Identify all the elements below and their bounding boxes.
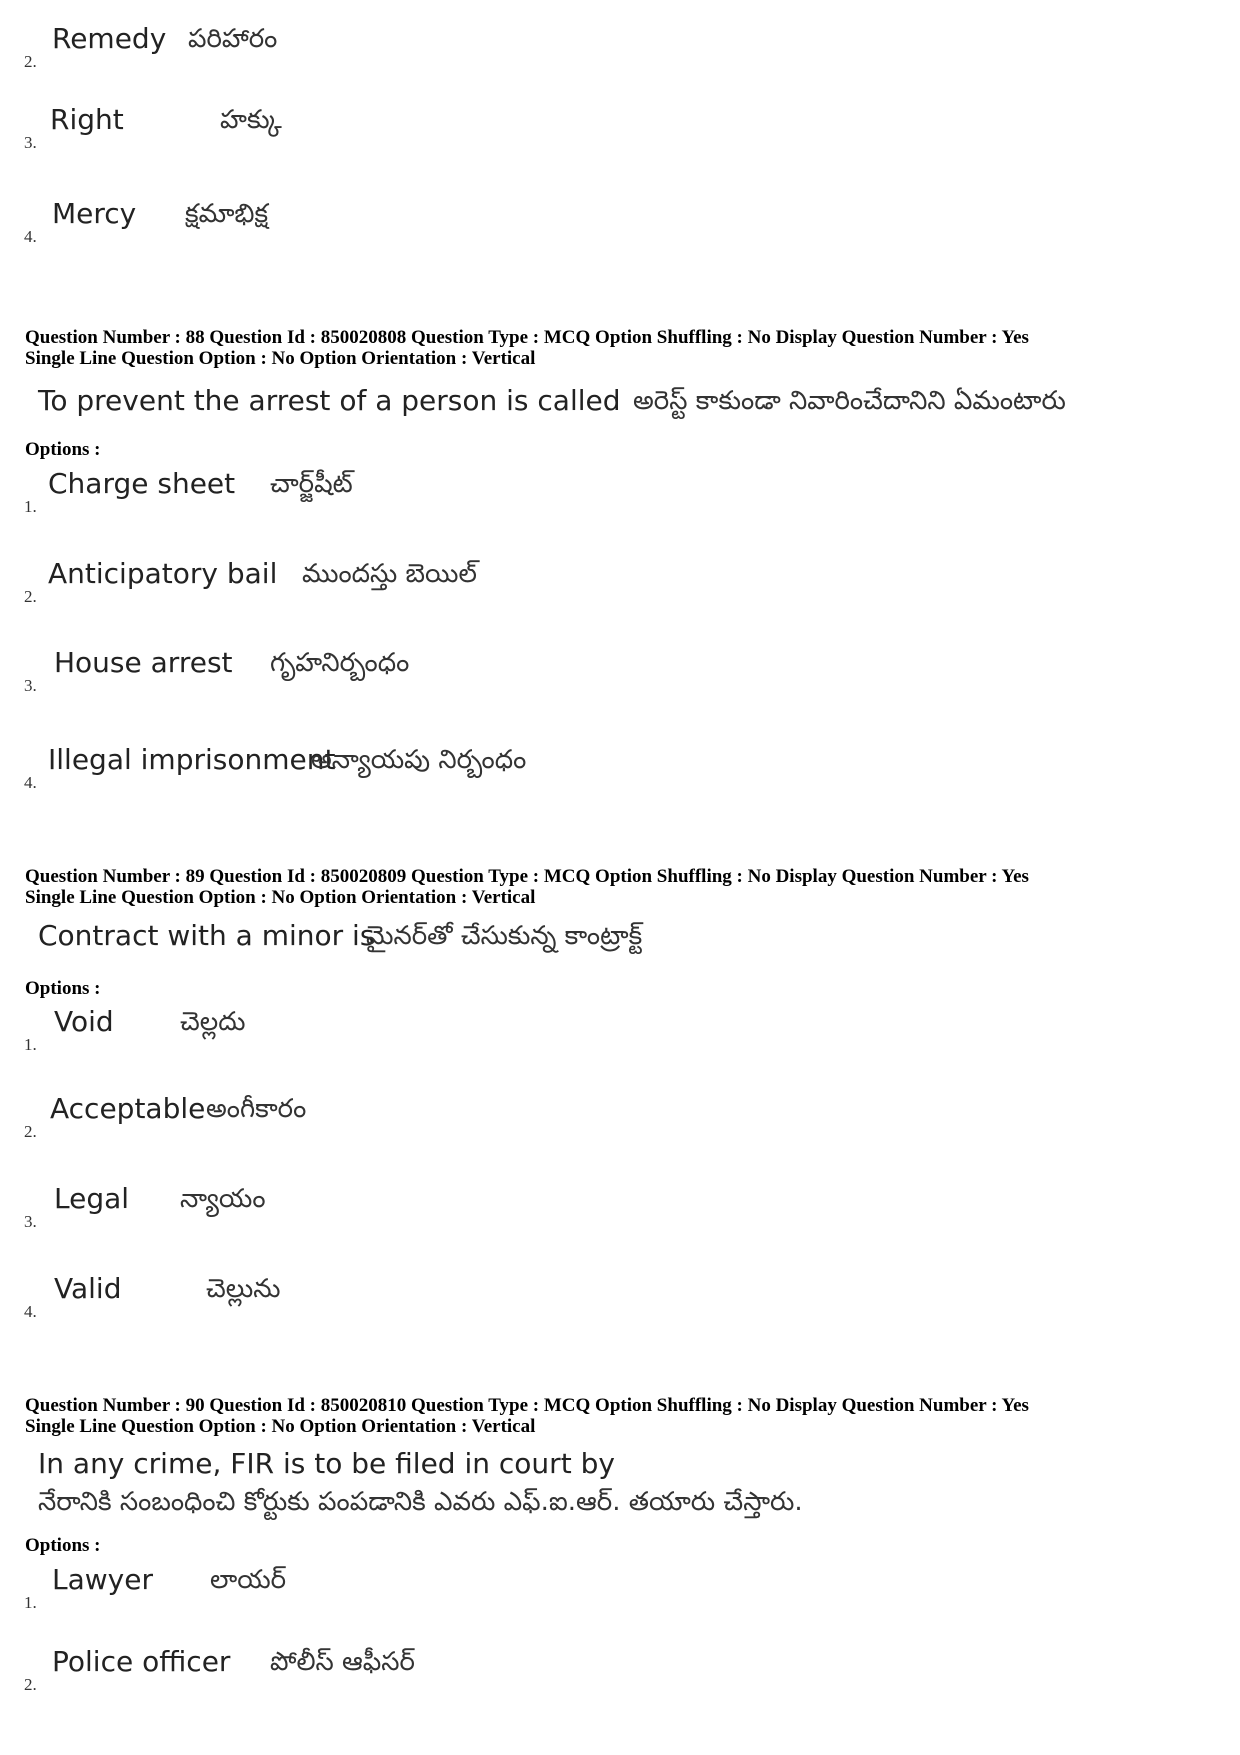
option-text-telugu: క్షమాభిక్ష: [185, 199, 269, 229]
option-text-telugu: పరిహారం: [188, 24, 278, 54]
option-text-english: Police officer: [52, 1645, 231, 1678]
option-item: [0, 1182, 700, 1242]
question-text-english: Contract with a minor is: [38, 919, 375, 952]
option-item: [0, 646, 700, 706]
options-label: Options :: [25, 978, 101, 999]
option-text-telugu: చెల్లదు: [180, 1007, 246, 1037]
option-text-telugu: అన్యాయపు నిర్బంధం: [311, 745, 527, 775]
option-text-telugu: గృహనిర్బంధం: [270, 648, 410, 678]
option-item: [0, 197, 700, 257]
option-number: 2.: [24, 52, 37, 71]
question-meta-line1: Question Number : 90 Question Id : 850020810 Question Type : MCQ Option Shuffling : No Display Question Number : Yes: [25, 1395, 1029, 1416]
option-item: [0, 1005, 700, 1065]
option-item: [0, 467, 700, 527]
option-item: [0, 1272, 700, 1332]
option-number: 4.: [24, 227, 37, 246]
option-text-telugu: అంగీకారం: [206, 1094, 307, 1124]
question-text-telugu: నేరానికి సంబంధించి కోర్టుకు పంపడానికి ఎవరు ఎఫ్.ఐ.ఆర్. తయారు చేస్తారు.: [38, 1487, 803, 1517]
option-text-english: Right: [50, 103, 124, 136]
option-text-english: Remedy: [52, 22, 167, 55]
option-text-english: Mercy: [52, 197, 137, 230]
options-label: Options :: [25, 1535, 101, 1556]
option-text-english: Acceptable: [50, 1092, 206, 1125]
option-text-telugu: పోలీస్ ఆఫీసర్: [270, 1647, 415, 1677]
option-number: 3.: [24, 1212, 37, 1231]
option-text-english: House arrest: [54, 646, 233, 679]
option-item: [0, 22, 700, 82]
question-text: [38, 384, 1066, 417]
option-number: 2.: [24, 587, 37, 606]
option-text-english: Valid: [54, 1272, 122, 1305]
option-number: 3.: [24, 133, 37, 152]
option-text-telugu: చార్జ్‌షీట్: [270, 469, 353, 499]
question-text-telugu: మైనర్‌తో చేసుకున్న కాంట్రాక్ట్: [366, 921, 643, 951]
question-text-english: In any crime, FIR is to be filed in court by: [38, 1447, 615, 1480]
option-text-english: Void: [54, 1005, 114, 1038]
option-number: 1.: [24, 1593, 37, 1612]
question-meta: [25, 1395, 1029, 1437]
option-text-telugu: న్యాయం: [180, 1184, 266, 1214]
question-meta-line2: Single Line Question Option : No Option Orientation : Vertical: [25, 1416, 536, 1437]
option-text-english: Anticipatory bail: [48, 557, 278, 590]
option-text-english: Legal: [54, 1182, 130, 1215]
option-number: 1.: [24, 497, 37, 516]
question-meta-line1: Question Number : 88 Question Id : 850020808 Question Type : MCQ Option Shuffling : No Display Question Number : Yes: [25, 327, 1029, 348]
option-text-telugu: చెల్లును: [206, 1274, 281, 1304]
option-number: 3.: [24, 676, 37, 695]
question-text: [38, 919, 643, 952]
question-meta: [25, 327, 1029, 369]
option-item: [0, 557, 700, 617]
option-number: 2.: [24, 1675, 37, 1694]
option-item: [0, 1092, 700, 1152]
option-text-english: Illegal imprisonment: [48, 743, 336, 776]
option-text-telugu: ముందస్తు బెయిల్: [302, 559, 477, 589]
option-number: 4.: [24, 773, 37, 792]
question-meta-line2: Single Line Question Option : No Option Orientation : Vertical: [25, 348, 536, 369]
option-text-english: Lawyer: [52, 1563, 153, 1596]
question-meta: [25, 866, 1029, 908]
option-item: [0, 1645, 700, 1705]
question-meta-line1: Question Number : 89 Question Id : 850020809 Question Type : MCQ Option Shuffling : No Display Question Number : Yes: [25, 866, 1029, 887]
question-text-english: To prevent the arrest of a person is called: [38, 384, 621, 417]
option-item: [0, 103, 700, 163]
option-number: 1.: [24, 1035, 37, 1054]
option-number: 4.: [24, 1302, 37, 1321]
option-text-telugu: లాయర్: [210, 1565, 287, 1595]
options-label: Options :: [25, 439, 101, 460]
option-item: [0, 743, 700, 803]
question-text-telugu: అరెస్ట్ కాకుండా నివారించేదానిని ఏమంటారు: [633, 386, 1066, 416]
option-text-english: Charge sheet: [48, 467, 236, 500]
question-meta-line2: Single Line Question Option : No Option Orientation : Vertical: [25, 887, 536, 908]
option-text-telugu: హక్కు: [220, 105, 282, 135]
option-item: [0, 1563, 700, 1623]
option-number: 2.: [24, 1122, 37, 1141]
